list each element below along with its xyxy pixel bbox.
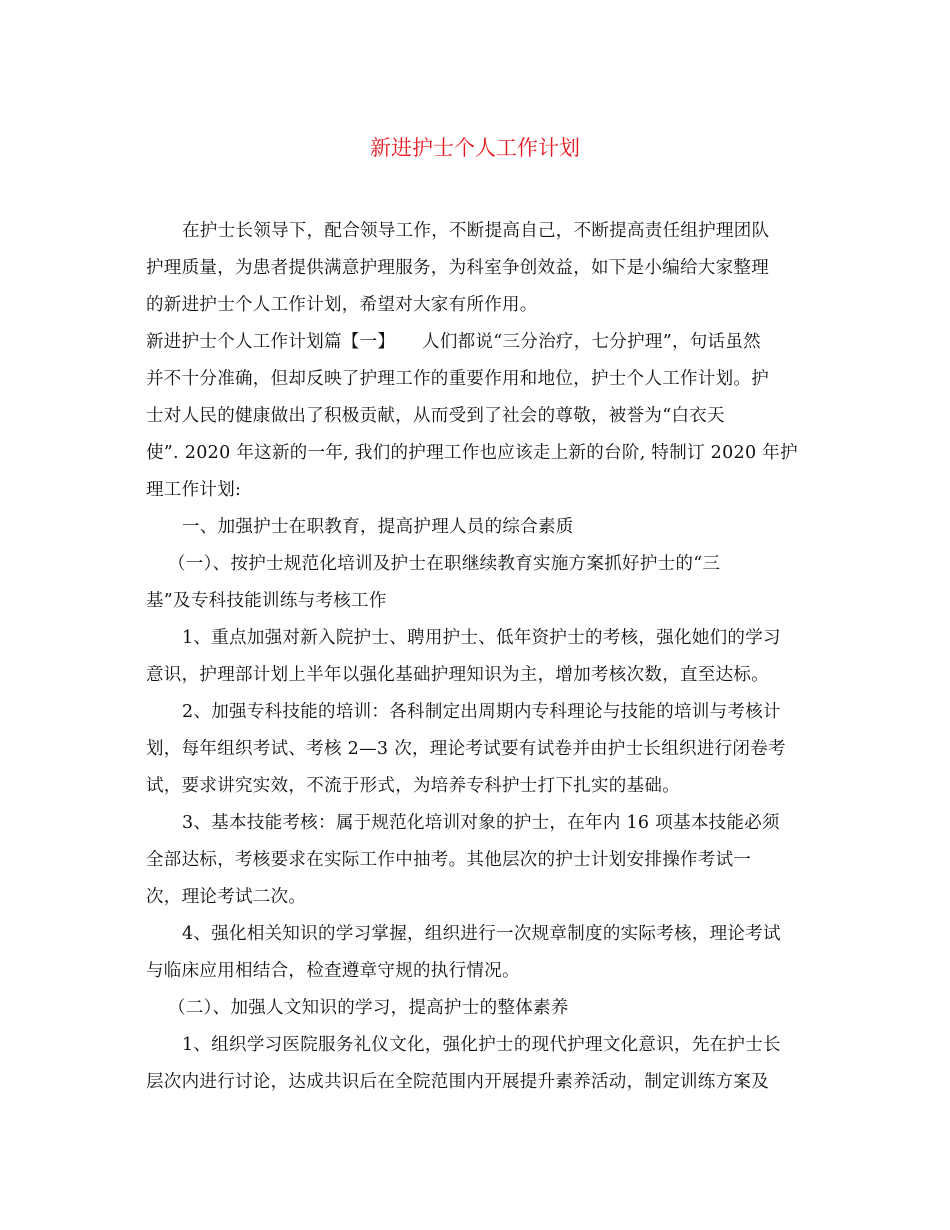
text-line: 并不十分准确，但却反映了护理工作的重要作用和地位，护士个人工作计划。护 [146,369,769,389]
text-line: 的新进护士个人工作计划，希望对大家有所作用。 [146,295,538,315]
list-item: 3、基本技能考核：属于规范化培训对象的护士，在年内 16 项基本技能必须 [182,813,780,833]
text-line: 划，每年组织考试、考核 2—3 次，理论考试要有试卷并由护士长组织进行闭卷考 [146,739,786,759]
list-item: 4、强化相关知识的学习掌握，组织进行一次规章制度的实际考核，理论考试 [182,924,781,944]
subsection-heading: （二）、加强人文知识的学习，提高护士的整体素养 [168,998,569,1018]
section-heading: 一、加强护士在职教育，提高护理人员的综合素质 [182,517,574,537]
text-line: 与临床应用相结合，检查遵章守规的执行情况。 [146,961,520,981]
text-line: 层次内进行讨论，达成共识后在全院范围内开展提升素养活动，制定训练方案及 [146,1072,769,1092]
list-item: 1、组织学习医院服务礼仪文化，强化护士的现代护理文化意识，先在护士长 [182,1035,781,1055]
document-title: 新进护士个人工作计划 [370,136,580,160]
list-item: 2、加强专科技能的培训：各科制定出周期内专科理论与技能的培训与考核计 [182,702,781,722]
text-line: 试，要求讲究实效，不流于形式，为培养专科护士打下扎实的基础。 [146,776,680,796]
text-line: 理工作计划: [146,480,242,500]
list-item: 1、重点加强对新入院护士、聘用护士、低年资护士的考核，强化她们的学习 [182,628,781,648]
text-line: 新进护士个人工作计划篇【一】 人们都说“三分治疗，七分护理”，句话虽然 [146,332,761,352]
text-line: 次，理论考试二次。 [146,887,307,907]
text-line: 护理质量，为患者提供满意护理服务，为科室争创效益，如下是小编给大家整理 [146,258,769,278]
text-line: 在护士长领导下，配合领导工作，不断提高自己，不断提高责任组护理团队 [182,221,770,241]
text-line: 士对人民的健康做出了积极贡献，从而受到了社会的尊敬，被誉为“白衣天 [146,406,725,426]
text-line: 全部达标，考核要求在实际工作中抽考。其他层次的护士计划安排操作考试一 [146,850,752,870]
text-line: 基”及专科技能训练与考核工作 [146,591,387,611]
text-line: 使”. 2020 年这新的一年, 我们的护理工作也应该走上新的台阶, 特制订 2020 年护 [146,443,798,463]
text-line: 意识，护理部计划上半年以强化基础护理知识为主，增加考核次数，直至达标。 [146,665,769,685]
subsection-heading: （一）、按护士规范化培训及护士在职继续教育实施方案抓好护士的“三 [168,554,721,574]
